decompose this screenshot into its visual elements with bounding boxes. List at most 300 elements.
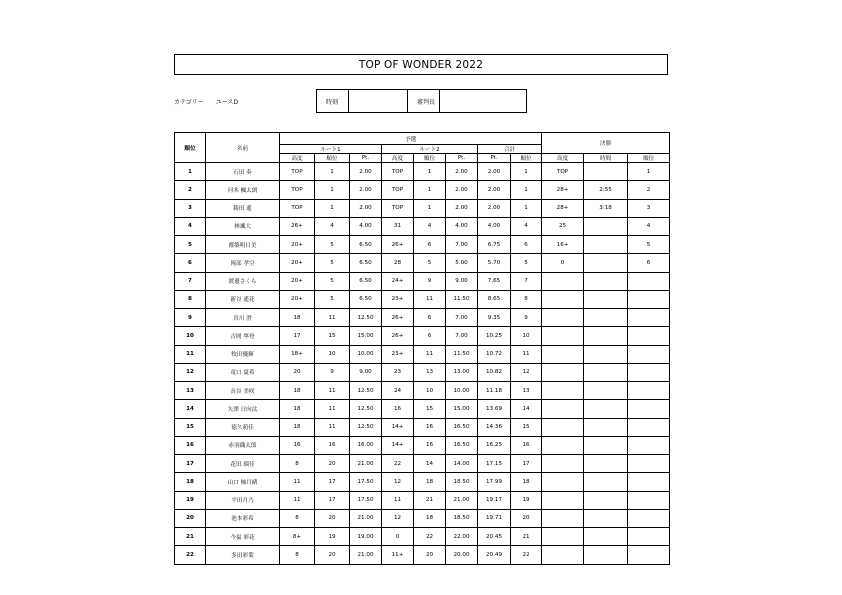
r2-height-cell: 28 bbox=[382, 254, 414, 272]
table-row bbox=[175, 254, 670, 272]
r1-pt-cell: 2.00 bbox=[350, 199, 382, 217]
total-position-cell: 18 bbox=[511, 473, 542, 491]
final-position-cell bbox=[628, 528, 670, 546]
rank-cell: 17 bbox=[175, 455, 206, 473]
r2-position-cell: 16 bbox=[414, 418, 446, 436]
r2-pt-cell: 18.50 bbox=[446, 509, 478, 527]
total-position-cell: 19 bbox=[511, 491, 542, 509]
r2-height-cell: 23 bbox=[382, 363, 414, 381]
name-cell: 長谷 美咲 bbox=[206, 382, 280, 400]
final-height-cell bbox=[542, 418, 584, 436]
total-position-cell: 8 bbox=[511, 290, 542, 308]
r2-height-cell: 22 bbox=[382, 455, 414, 473]
final-position-cell: 2 bbox=[628, 181, 670, 199]
table-row bbox=[175, 436, 670, 454]
r1-position-cell: 19 bbox=[315, 528, 350, 546]
header-rank: 順位 bbox=[175, 133, 206, 163]
r2-pt-cell: 13.00 bbox=[446, 363, 478, 381]
final-height-cell: 25 bbox=[542, 217, 584, 235]
final-position-cell bbox=[628, 473, 670, 491]
final-height-cell: TOP bbox=[542, 163, 584, 181]
total-pt-cell: 11.18 bbox=[478, 382, 511, 400]
final-height-cell bbox=[542, 436, 584, 454]
r2-height-cell: 31 bbox=[382, 217, 414, 235]
r1-position-cell: 17 bbox=[315, 491, 350, 509]
r1-height-cell: 18 bbox=[280, 309, 315, 327]
total-pt-cell: 13.69 bbox=[478, 400, 511, 418]
r1-height-cell: 16 bbox=[280, 436, 315, 454]
header-route1: ルート1 bbox=[280, 145, 382, 154]
final-position-cell bbox=[628, 400, 670, 418]
r1-pt-cell: 12.50 bbox=[350, 309, 382, 327]
r1-height-cell: 18 bbox=[280, 418, 315, 436]
r2-pt-cell: 15.00 bbox=[446, 400, 478, 418]
r2-pt-cell: 2.00 bbox=[446, 181, 478, 199]
r1-position-cell: 5 bbox=[315, 236, 350, 254]
final-position-cell bbox=[628, 491, 670, 509]
total-pt-cell: 16.25 bbox=[478, 436, 511, 454]
name-cell: 花田 瑠佳 bbox=[206, 455, 280, 473]
r2-height-cell: 24 bbox=[382, 382, 414, 400]
final-position-cell bbox=[628, 363, 670, 381]
r1-height-cell: 8 bbox=[280, 546, 315, 564]
r1-pt-cell: 6.50 bbox=[350, 236, 382, 254]
r1-height-cell: TOP bbox=[280, 199, 315, 217]
name-cell: 宮川 澄 bbox=[206, 309, 280, 327]
r2-pt-cell: 5.00 bbox=[446, 254, 478, 272]
r2-height-cell: 26+ bbox=[382, 309, 414, 327]
table-row bbox=[175, 181, 670, 199]
table-row bbox=[175, 217, 670, 235]
r2-pt-cell: 14.00 bbox=[446, 455, 478, 473]
r1-height-cell: TOP bbox=[280, 181, 315, 199]
final-time-cell bbox=[584, 217, 628, 235]
final-height-cell: 16+ bbox=[542, 236, 584, 254]
total-pt-cell: 7.65 bbox=[478, 272, 511, 290]
header-final-position: 順位 bbox=[628, 154, 670, 163]
r2-position-cell: 5 bbox=[414, 254, 446, 272]
total-pt-cell: 10.25 bbox=[478, 327, 511, 345]
final-height-cell bbox=[542, 272, 584, 290]
total-position-cell: 22 bbox=[511, 546, 542, 564]
rank-cell: 16 bbox=[175, 436, 206, 454]
total-position-cell: 1 bbox=[511, 199, 542, 217]
name-cell: 赤羽織太郎 bbox=[206, 436, 280, 454]
r2-pt-cell: 7.00 bbox=[446, 327, 478, 345]
total-pt-cell: 2.00 bbox=[478, 163, 511, 181]
r1-pt-cell: 12.50 bbox=[350, 382, 382, 400]
header-r1-pt: Pt. bbox=[350, 154, 382, 163]
results-body bbox=[175, 163, 670, 565]
total-position-cell: 10 bbox=[511, 327, 542, 345]
name-cell: 河本 楓太朗 bbox=[206, 181, 280, 199]
header-r1-position: 順位 bbox=[315, 154, 350, 163]
r1-position-cell: 5 bbox=[315, 272, 350, 290]
r1-pt-cell: 21.00 bbox=[350, 455, 382, 473]
rank-cell: 2 bbox=[175, 181, 206, 199]
r1-height-cell: 20+ bbox=[280, 254, 315, 272]
name-cell: 多田彩葉 bbox=[206, 546, 280, 564]
rank-cell: 1 bbox=[175, 163, 206, 181]
header-final-height: 高度 bbox=[542, 154, 584, 163]
rank-cell: 20 bbox=[175, 509, 206, 527]
r2-position-cell: 20 bbox=[414, 546, 446, 564]
total-pt-cell: 19.17 bbox=[478, 491, 511, 509]
table-row bbox=[175, 327, 670, 345]
header-r2-pt: Pt. bbox=[446, 154, 478, 163]
table-row bbox=[175, 363, 670, 381]
total-position-cell: 21 bbox=[511, 528, 542, 546]
final-time-cell bbox=[584, 272, 628, 290]
r1-position-cell: 16 bbox=[315, 436, 350, 454]
r2-position-cell: 21 bbox=[414, 491, 446, 509]
final-height-cell bbox=[542, 528, 584, 546]
r1-height-cell: 11 bbox=[280, 473, 315, 491]
r1-position-cell: 10 bbox=[315, 345, 350, 363]
r1-pt-cell: 10.00 bbox=[350, 345, 382, 363]
final-position-cell bbox=[628, 345, 670, 363]
r1-position-cell: 5 bbox=[315, 254, 350, 272]
r2-position-cell: 6 bbox=[414, 236, 446, 254]
judge-label: 審判長 bbox=[408, 90, 440, 113]
total-position-cell: 5 bbox=[511, 254, 542, 272]
name-cell: 都築明日美 bbox=[206, 236, 280, 254]
r2-position-cell: 1 bbox=[414, 163, 446, 181]
r2-position-cell: 15 bbox=[414, 400, 446, 418]
r2-position-cell: 16 bbox=[414, 436, 446, 454]
r1-pt-cell: 21.00 bbox=[350, 546, 382, 564]
r2-height-cell: 16 bbox=[382, 400, 414, 418]
table-row bbox=[175, 473, 670, 491]
final-height-cell bbox=[542, 290, 584, 308]
r2-pt-cell: 16.50 bbox=[446, 418, 478, 436]
r1-height-cell: 11 bbox=[280, 491, 315, 509]
r1-height-cell: 17 bbox=[280, 327, 315, 345]
name-cell: 岡部 孝空 bbox=[206, 254, 280, 272]
table-row bbox=[175, 491, 670, 509]
total-pt-cell: 20.45 bbox=[478, 528, 511, 546]
rank-cell: 11 bbox=[175, 345, 206, 363]
page-title: TOP OF WONDER 2022 bbox=[174, 54, 668, 75]
final-time-cell: 3:18 bbox=[584, 199, 628, 217]
r2-height-cell: 0 bbox=[382, 528, 414, 546]
total-position-cell: 15 bbox=[511, 418, 542, 436]
r2-height-cell: 12 bbox=[382, 509, 414, 527]
r1-position-cell: 1 bbox=[315, 199, 350, 217]
r1-pt-cell: 16.00 bbox=[350, 436, 382, 454]
final-position-cell bbox=[628, 309, 670, 327]
header-final: 決勝 bbox=[542, 133, 670, 154]
rank-cell: 5 bbox=[175, 236, 206, 254]
rank-cell: 6 bbox=[175, 254, 206, 272]
name-cell: 山口 柚月緒 bbox=[206, 473, 280, 491]
final-height-cell bbox=[542, 491, 584, 509]
r1-pt-cell: 6.50 bbox=[350, 254, 382, 272]
r2-position-cell: 1 bbox=[414, 199, 446, 217]
final-height-cell bbox=[542, 345, 584, 363]
r2-height-cell: 26+ bbox=[382, 327, 414, 345]
total-pt-cell: 6.75 bbox=[478, 236, 511, 254]
total-pt-cell: 4.00 bbox=[478, 217, 511, 235]
category-line bbox=[174, 97, 238, 106]
r2-position-cell: 1 bbox=[414, 181, 446, 199]
name-cell: 渡邊さくら bbox=[206, 272, 280, 290]
r1-height-cell: 20+ bbox=[280, 290, 315, 308]
total-position-cell: 17 bbox=[511, 455, 542, 473]
name-cell: 石田 奏 bbox=[206, 163, 280, 181]
final-time-cell bbox=[584, 546, 628, 564]
table-row bbox=[175, 163, 670, 181]
final-time-cell bbox=[584, 290, 628, 308]
r2-pt-cell: 11.50 bbox=[446, 290, 478, 308]
table-row bbox=[175, 382, 670, 400]
rank-cell: 10 bbox=[175, 327, 206, 345]
name-cell: 牧田優輝 bbox=[206, 345, 280, 363]
table-row bbox=[175, 509, 670, 527]
final-height-cell bbox=[542, 327, 584, 345]
r1-height-cell: 18 bbox=[280, 382, 315, 400]
r2-position-cell: 4 bbox=[414, 217, 446, 235]
total-pt-cell: 8.65 bbox=[478, 290, 511, 308]
r2-position-cell: 11 bbox=[414, 345, 446, 363]
rank-cell: 3 bbox=[175, 199, 206, 217]
r1-position-cell: 20 bbox=[315, 455, 350, 473]
table-row bbox=[175, 199, 670, 217]
r1-pt-cell: 2.00 bbox=[350, 163, 382, 181]
total-position-cell: 12 bbox=[511, 363, 542, 381]
results-table bbox=[174, 132, 670, 565]
total-position-cell: 14 bbox=[511, 400, 542, 418]
r1-height-cell: 8 bbox=[280, 509, 315, 527]
r1-position-cell: 17 bbox=[315, 473, 350, 491]
final-time-cell bbox=[584, 254, 628, 272]
table-row bbox=[175, 272, 670, 290]
rank-cell: 14 bbox=[175, 400, 206, 418]
rank-cell: 8 bbox=[175, 290, 206, 308]
r1-height-cell: 18 bbox=[280, 400, 315, 418]
total-pt-cell: 14.36 bbox=[478, 418, 511, 436]
final-time-cell bbox=[584, 528, 628, 546]
r2-pt-cell: 10.00 bbox=[446, 382, 478, 400]
r1-height-cell: 8 bbox=[280, 455, 315, 473]
total-pt-cell: 5.70 bbox=[478, 254, 511, 272]
r1-position-cell: 11 bbox=[315, 400, 350, 418]
r1-position-cell: 1 bbox=[315, 163, 350, 181]
total-position-cell: 20 bbox=[511, 509, 542, 527]
category-label: カテゴリー bbox=[174, 99, 204, 106]
judge-value bbox=[440, 90, 527, 113]
final-position-cell bbox=[628, 509, 670, 527]
final-position-cell: 3 bbox=[628, 199, 670, 217]
final-position-cell bbox=[628, 382, 670, 400]
name-cell: 徳久萌佳 bbox=[206, 418, 280, 436]
r1-height-cell: 8+ bbox=[280, 528, 315, 546]
header-qualification: 予選 bbox=[280, 133, 542, 145]
table-row bbox=[175, 309, 670, 327]
total-pt-cell: 10.82 bbox=[478, 363, 511, 381]
r2-pt-cell: 2.00 bbox=[446, 199, 478, 217]
r2-height-cell: 12 bbox=[382, 473, 414, 491]
total-position-cell: 4 bbox=[511, 217, 542, 235]
final-time-cell bbox=[584, 345, 628, 363]
time-value bbox=[349, 90, 408, 113]
final-time-cell bbox=[584, 400, 628, 418]
table-row bbox=[175, 345, 670, 363]
r2-height-cell: 24+ bbox=[382, 272, 414, 290]
final-time-cell bbox=[584, 455, 628, 473]
r2-pt-cell: 21.00 bbox=[446, 491, 478, 509]
r1-pt-cell: 19.00 bbox=[350, 528, 382, 546]
final-position-cell bbox=[628, 455, 670, 473]
category-value: ユースD bbox=[215, 99, 239, 106]
rank-cell: 15 bbox=[175, 418, 206, 436]
final-time-cell bbox=[584, 473, 628, 491]
total-position-cell: 13 bbox=[511, 382, 542, 400]
total-position-cell: 6 bbox=[511, 236, 542, 254]
total-pt-cell: 2.00 bbox=[478, 181, 511, 199]
total-position-cell: 7 bbox=[511, 272, 542, 290]
r1-pt-cell: 2.00 bbox=[350, 181, 382, 199]
final-time-cell bbox=[584, 436, 628, 454]
r2-height-cell: TOP bbox=[382, 199, 414, 217]
r2-height-cell: TOP bbox=[382, 181, 414, 199]
r1-position-cell: 20 bbox=[315, 546, 350, 564]
header-total: 合計 bbox=[478, 145, 542, 154]
header-r1-height: 高度 bbox=[280, 154, 315, 163]
r2-height-cell: 11+ bbox=[382, 546, 414, 564]
r1-height-cell: 26+ bbox=[280, 217, 315, 235]
total-pt-cell: 17.15 bbox=[478, 455, 511, 473]
rank-cell: 12 bbox=[175, 363, 206, 381]
total-position-cell: 11 bbox=[511, 345, 542, 363]
final-position-cell bbox=[628, 327, 670, 345]
final-position-cell: 1 bbox=[628, 163, 670, 181]
rank-cell: 21 bbox=[175, 528, 206, 546]
r2-height-cell: 23+ bbox=[382, 345, 414, 363]
r1-pt-cell: 6.50 bbox=[350, 272, 382, 290]
r2-pt-cell: 7.00 bbox=[446, 236, 478, 254]
r2-position-cell: 6 bbox=[414, 327, 446, 345]
r2-height-cell: 11 bbox=[382, 491, 414, 509]
table-row bbox=[175, 290, 670, 308]
r1-position-cell: 11 bbox=[315, 382, 350, 400]
final-time-cell bbox=[584, 163, 628, 181]
r2-position-cell: 18 bbox=[414, 473, 446, 491]
rank-cell: 9 bbox=[175, 309, 206, 327]
name-cell: 矢澤 日向汰 bbox=[206, 400, 280, 418]
header-final-time: 時間 bbox=[584, 154, 628, 163]
r1-pt-cell: 4.00 bbox=[350, 217, 382, 235]
final-time-cell: 2:55 bbox=[584, 181, 628, 199]
table-row bbox=[175, 528, 670, 546]
final-height-cell bbox=[542, 363, 584, 381]
r1-height-cell: 20 bbox=[280, 363, 315, 381]
r1-pt-cell: 17.50 bbox=[350, 473, 382, 491]
r2-position-cell: 10 bbox=[414, 382, 446, 400]
r2-pt-cell: 4.00 bbox=[446, 217, 478, 235]
final-height-cell bbox=[542, 473, 584, 491]
table-row bbox=[175, 418, 670, 436]
final-time-cell bbox=[584, 418, 628, 436]
r1-position-cell: 1 bbox=[315, 181, 350, 199]
final-position-cell bbox=[628, 290, 670, 308]
header-r2-position: 順位 bbox=[414, 154, 446, 163]
table-row bbox=[175, 455, 670, 473]
r2-height-cell: TOP bbox=[382, 163, 414, 181]
total-position-cell: 9 bbox=[511, 309, 542, 327]
name-cell: 吉岡 寧登 bbox=[206, 327, 280, 345]
total-pt-cell: 10.72 bbox=[478, 345, 511, 363]
r1-pt-cell: 17.50 bbox=[350, 491, 382, 509]
r2-pt-cell: 11.50 bbox=[446, 345, 478, 363]
name-cell: 竜口 夏希 bbox=[206, 363, 280, 381]
r2-pt-cell: 18.50 bbox=[446, 473, 478, 491]
rank-cell: 13 bbox=[175, 382, 206, 400]
final-time-cell bbox=[584, 382, 628, 400]
rank-cell: 7 bbox=[175, 272, 206, 290]
total-pt-cell: 2.00 bbox=[478, 199, 511, 217]
r2-height-cell: 23+ bbox=[382, 290, 414, 308]
r1-position-cell: 11 bbox=[315, 418, 350, 436]
total-pt-cell: 19.71 bbox=[478, 509, 511, 527]
r2-position-cell: 22 bbox=[414, 528, 446, 546]
table-row bbox=[175, 546, 670, 564]
final-time-cell bbox=[584, 309, 628, 327]
rank-cell: 19 bbox=[175, 491, 206, 509]
final-position-cell: 5 bbox=[628, 236, 670, 254]
final-time-cell bbox=[584, 327, 628, 345]
r1-position-cell: 15 bbox=[315, 327, 350, 345]
total-position-cell: 16 bbox=[511, 436, 542, 454]
header-r2-height: 高度 bbox=[382, 154, 414, 163]
r1-position-cell: 5 bbox=[315, 290, 350, 308]
r2-pt-cell: 20.00 bbox=[446, 546, 478, 564]
name-cell: 今福 彩花 bbox=[206, 528, 280, 546]
r1-pt-cell: 6.50 bbox=[350, 290, 382, 308]
r2-pt-cell: 9.00 bbox=[446, 272, 478, 290]
r2-pt-cell: 22.00 bbox=[446, 528, 478, 546]
final-height-cell bbox=[542, 309, 584, 327]
r2-position-cell: 18 bbox=[414, 509, 446, 527]
final-position-cell bbox=[628, 546, 670, 564]
final-height-cell: 0 bbox=[542, 254, 584, 272]
time-label: 時刻 bbox=[317, 90, 349, 113]
final-height-cell bbox=[542, 546, 584, 564]
r2-height-cell: 14+ bbox=[382, 418, 414, 436]
table-row bbox=[175, 400, 670, 418]
header-name: 名前 bbox=[206, 133, 280, 163]
final-time-cell bbox=[584, 491, 628, 509]
r2-pt-cell: 16.50 bbox=[446, 436, 478, 454]
r1-height-cell: 18+ bbox=[280, 345, 315, 363]
r2-position-cell: 14 bbox=[414, 455, 446, 473]
name-cell: 鋳田 遙 bbox=[206, 199, 280, 217]
r1-height-cell: TOP bbox=[280, 163, 315, 181]
final-position-cell bbox=[628, 418, 670, 436]
r1-pt-cell: 12.50 bbox=[350, 418, 382, 436]
final-time-cell bbox=[584, 509, 628, 527]
header-total-position: 順位 bbox=[511, 154, 542, 163]
final-position-cell: 6 bbox=[628, 254, 670, 272]
final-height-cell bbox=[542, 455, 584, 473]
name-cell: 平田月乃 bbox=[206, 491, 280, 509]
r1-pt-cell: 9.00 bbox=[350, 363, 382, 381]
info-box bbox=[316, 89, 527, 113]
r2-position-cell: 9 bbox=[414, 272, 446, 290]
r2-position-cell: 11 bbox=[414, 290, 446, 308]
total-position-cell: 1 bbox=[511, 181, 542, 199]
final-position-cell bbox=[628, 436, 670, 454]
